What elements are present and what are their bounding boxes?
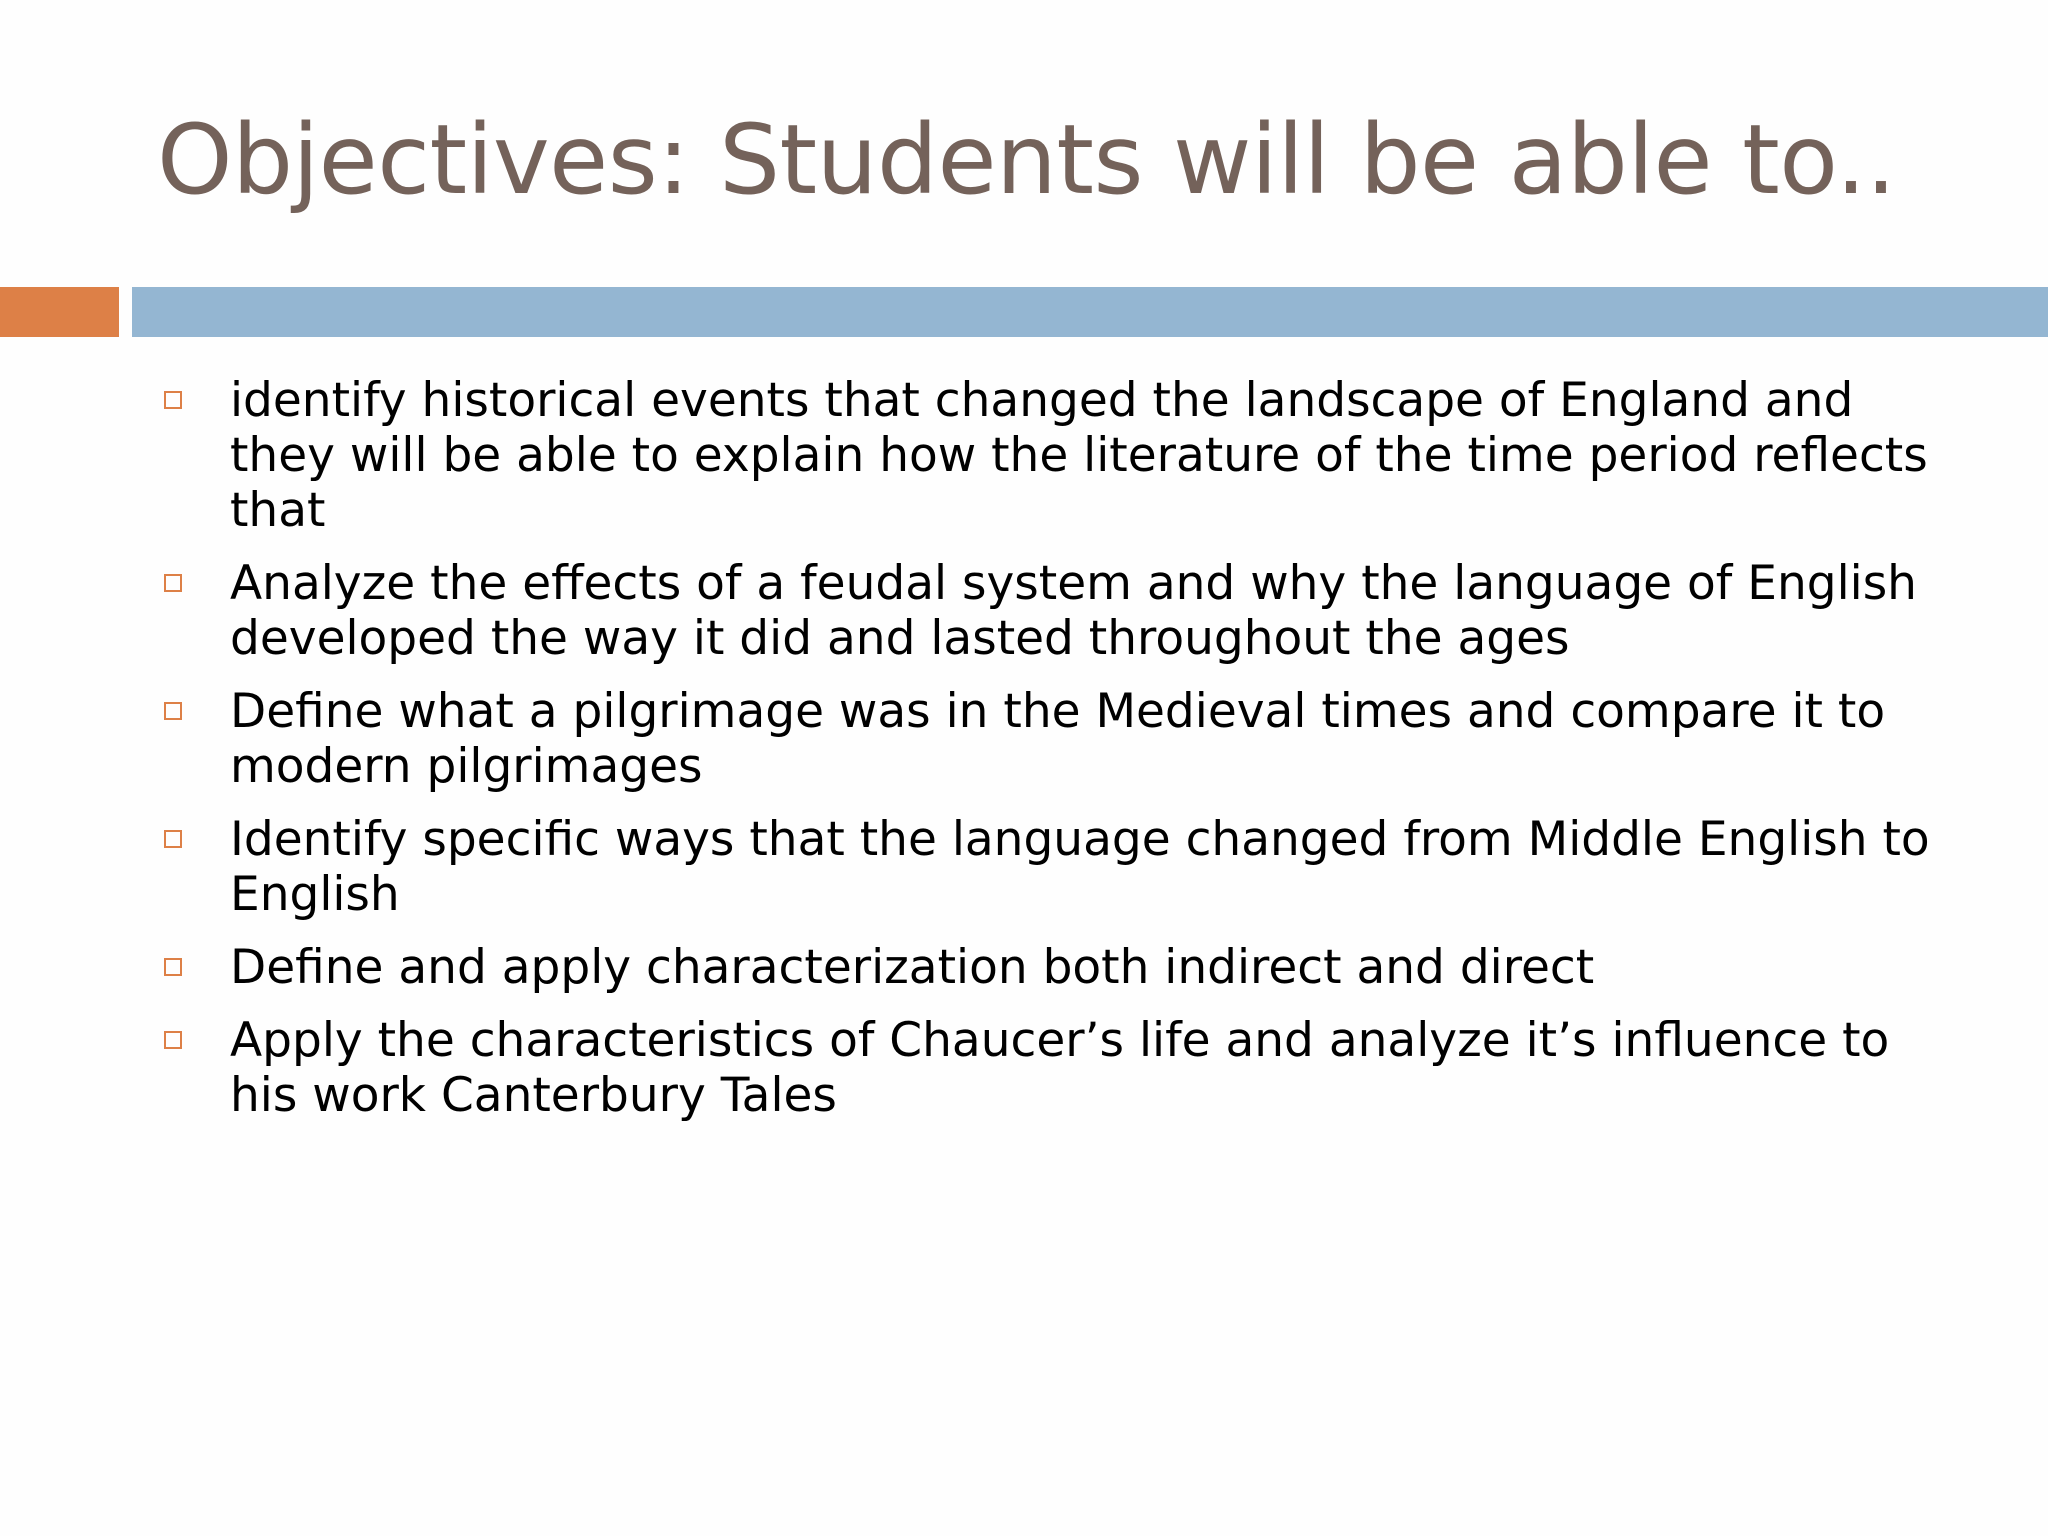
accent-bar — [0, 287, 119, 337]
hollow-square-icon — [164, 830, 182, 848]
objectives-list — [157, 373, 1957, 1141]
title-divider-bar — [132, 287, 2048, 337]
list-item — [157, 684, 1957, 794]
hollow-square-icon — [164, 391, 182, 409]
list-item — [157, 373, 1957, 538]
bullet-text: Analyze the effects of a feudal system and why the language of English developed the way it did and lasted throughout the ages — [230, 556, 1917, 666]
hollow-square-icon — [164, 958, 182, 976]
bullet-text: Define and apply characterization both indirect and direct — [230, 940, 1595, 995]
list-item — [157, 556, 1957, 666]
list-item — [157, 940, 1957, 995]
list-item — [157, 1013, 1957, 1123]
hollow-square-icon — [164, 1031, 182, 1049]
hollow-square-icon — [164, 702, 182, 720]
hollow-square-icon — [164, 574, 182, 592]
bullet-text: Define what a pilgrimage was in the Medieval times and compare it to modern pilgrimages — [230, 684, 1886, 794]
slide-title: Objectives: Students will be able to.. — [157, 104, 1896, 216]
bullet-text: Identify specific ways that the language changed from Middle English to English — [230, 812, 1930, 922]
bullet-text: Apply the characteristics of Chaucer’s life and analyze it’s influence to his work Canterbury Tales — [230, 1013, 1890, 1123]
bullet-text: identify historical events that changed the landscape of England and they will be able to explain how the literature of the time period reflects that — [230, 373, 1928, 538]
list-item — [157, 812, 1957, 922]
